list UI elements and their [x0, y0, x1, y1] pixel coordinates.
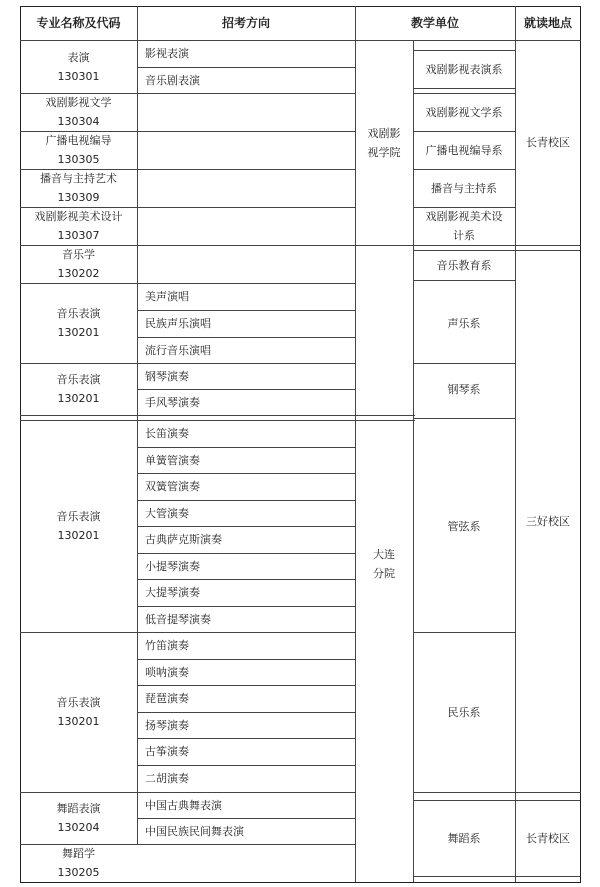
row-divider [137, 553, 355, 554]
row-divider [137, 738, 355, 739]
location-cell: 三好校区 [526, 514, 570, 528]
location-cell: 长青校区 [526, 831, 570, 845]
row-divider [137, 93, 355, 94]
major-code: 130301 [57, 69, 100, 83]
row-divider [137, 765, 355, 766]
department-cell: 音乐教育系 [436, 258, 492, 272]
college-cell [355, 245, 413, 882]
header-unit: 教学单位 [410, 15, 459, 30]
row-divider [20, 632, 137, 633]
column-divider [413, 40, 414, 882]
row-divider [413, 250, 580, 251]
row-divider [137, 363, 355, 364]
direction-cell: 大提琴演奏 [145, 586, 200, 599]
direction-cell: 大管演奏 [145, 506, 189, 520]
department-cell: 播音与主持系 [431, 181, 497, 195]
major-cell [20, 40, 137, 93]
row-divider [413, 93, 515, 94]
department-cell: 声乐系 [447, 316, 481, 330]
major-code: 130202 [57, 267, 100, 280]
department-cell: 戏剧影视文学系 [425, 105, 503, 119]
row-divider [20, 363, 137, 364]
row-divider [137, 447, 355, 448]
department-cell: 戏剧影视表演系 [425, 62, 503, 76]
row-divider [20, 283, 137, 284]
table-border [20, 6, 21, 883]
direction-cell: 唢呐演奏 [145, 665, 189, 679]
direction-cell: 小提琴演奏 [145, 559, 200, 573]
college-cell [355, 40, 413, 245]
major-cell [20, 207, 137, 245]
major-code: 130201 [57, 326, 100, 339]
direction-cell: 竹笛演奏 [145, 639, 189, 652]
department-cell: 民乐系 [447, 705, 481, 719]
major-name: 音乐学 [62, 248, 95, 261]
row-divider [137, 207, 355, 208]
row-divider [20, 93, 137, 94]
row-divider [137, 579, 355, 580]
major-name: 表演 [67, 50, 90, 64]
row-divider [137, 500, 355, 501]
direction-cell: 低音提琴演奏 [145, 612, 211, 626]
major-code: 130309 [57, 191, 100, 204]
section-divider [20, 245, 581, 246]
row-divider [137, 632, 355, 633]
major-code: 130204 [57, 821, 100, 834]
location-cell: 长青校区 [526, 136, 570, 149]
row-divider [20, 40, 581, 41]
major-code: 130201 [57, 392, 100, 405]
row-divider [413, 800, 580, 801]
major-cell [20, 93, 137, 131]
table-border [20, 882, 581, 883]
direction-cell: 中国民族民间舞表演 [145, 824, 244, 838]
college-name-line: 视学院 [367, 145, 401, 159]
major-cell [20, 169, 137, 207]
department-cell: 广播电视编导系 [425, 143, 503, 157]
row-divider [137, 310, 355, 311]
column-divider [355, 6, 356, 882]
major-cell [20, 283, 137, 363]
row-divider [137, 818, 355, 819]
major-code: 130305 [57, 153, 100, 166]
row-divider [137, 283, 355, 284]
header-major: 专业名称及代码 [36, 15, 121, 30]
major-name: 舞蹈表演 [56, 802, 101, 815]
direction-cell: 古典萨克斯演奏 [145, 533, 222, 546]
direction-cell: 单簧管演奏 [145, 453, 200, 467]
row-divider [137, 844, 355, 845]
direction-cell: 长笛演奏 [145, 427, 189, 440]
department-name-line: 计系 [453, 229, 475, 242]
section-divider [20, 420, 415, 421]
major-name: 播音与主持艺术 [40, 172, 117, 185]
direction-cell: 二胡演奏 [145, 772, 189, 785]
row-divider [413, 876, 580, 877]
major-name: 音乐表演 [56, 373, 101, 386]
column-divider [515, 6, 516, 882]
row-divider [137, 473, 355, 474]
direction-cell: 民族声乐演唱 [145, 317, 211, 330]
row-divider [137, 685, 355, 686]
row-divider [137, 67, 355, 68]
college-name-line: 戏剧影 [367, 126, 401, 140]
major-code: 130205 [57, 866, 100, 879]
direction-cell: 琵琶演奏 [145, 692, 189, 705]
direction-cell: 扬琴演奏 [145, 718, 189, 732]
department-cell: 舞蹈系 [447, 831, 481, 845]
major-code: 130201 [57, 529, 100, 542]
section-divider [20, 415, 415, 416]
row-divider [413, 280, 515, 281]
direction-cell: 钢琴演奏 [145, 369, 189, 383]
row-divider [413, 131, 515, 132]
direction-cell: 音乐剧表演 [145, 73, 200, 87]
major-cell [20, 245, 137, 283]
row-divider [413, 207, 515, 208]
section-divider [413, 418, 515, 419]
department-cell: 管弦系 [447, 519, 481, 533]
row-divider [515, 792, 581, 793]
direction-cell: 手风琴演奏 [145, 395, 200, 409]
row-divider [413, 632, 515, 633]
direction-cell: 双簧管演奏 [145, 480, 200, 493]
row-divider [137, 712, 355, 713]
row-divider [413, 363, 515, 364]
row-divider [20, 207, 137, 208]
major-code: 130304 [57, 115, 100, 128]
table-border [580, 6, 581, 883]
row-divider [137, 792, 355, 793]
row-divider [137, 337, 355, 338]
row-divider [137, 389, 355, 390]
row-divider [20, 131, 137, 132]
row-divider [137, 131, 355, 132]
direction-cell: 美声演唱 [145, 290, 189, 303]
major-name: 戏剧影视美术设计 [34, 210, 123, 223]
row-divider [413, 169, 515, 170]
major-cell [20, 632, 137, 792]
row-divider [137, 526, 355, 527]
direction-cell: 古筝演奏 [145, 745, 189, 758]
major-name: 戏剧影视文学 [45, 96, 112, 109]
row-divider [137, 606, 355, 607]
direction-cell: 流行音乐演唱 [145, 343, 211, 357]
major-cell [20, 131, 137, 169]
major-name: 音乐表演 [56, 696, 101, 709]
college-name-line: 分院 [373, 566, 395, 580]
department-cell: 钢琴系 [447, 382, 481, 396]
table-border [20, 6, 581, 7]
major-code: 130201 [57, 715, 100, 728]
direction-cell: 影视表演 [145, 47, 189, 60]
header-direction: 招考方向 [221, 15, 270, 30]
row-divider [20, 844, 137, 845]
major-name: 舞蹈学 [62, 847, 95, 860]
department-cell [413, 207, 515, 245]
major-cell [20, 792, 137, 844]
header-location: 就读地点 [523, 15, 572, 30]
major-name: 音乐表演 [56, 510, 101, 523]
row-divider [137, 169, 355, 170]
major-name: 音乐表演 [56, 307, 101, 320]
department-name-line: 戏剧影视美术设 [425, 210, 503, 223]
row-divider [137, 659, 355, 660]
college-name-line: 大连 [373, 547, 395, 561]
major-cell [20, 363, 137, 415]
row-divider [20, 792, 137, 793]
row-divider [413, 50, 515, 51]
row-divider [413, 792, 515, 793]
direction-cell: 中国古典舞表演 [145, 798, 222, 812]
major-cell [20, 844, 137, 882]
row-divider [413, 88, 515, 89]
major-name: 广播电视编导 [45, 134, 112, 147]
major-code: 130307 [57, 229, 100, 242]
row-divider [20, 169, 137, 170]
major-cell [20, 420, 137, 632]
